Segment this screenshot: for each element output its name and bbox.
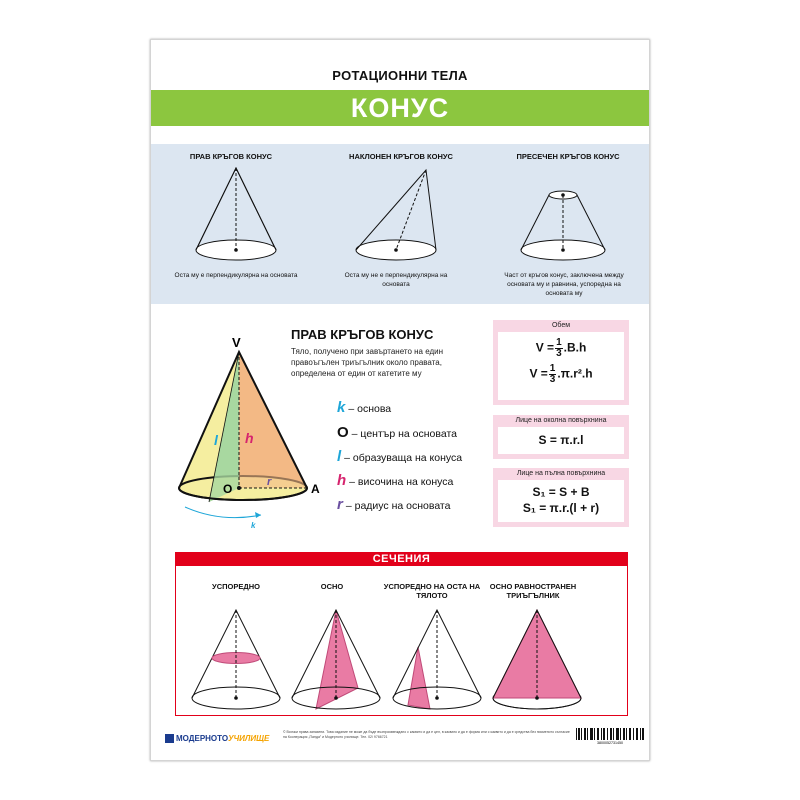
lateral-area-heading: Лице на околна повърхнина xyxy=(515,417,607,424)
oblique-cone-drawing xyxy=(356,170,436,260)
volume-heading: Обем xyxy=(551,322,571,329)
barcode-icon xyxy=(575,728,645,744)
cone-types-drawings xyxy=(151,162,650,272)
legend-row-h xyxy=(337,472,453,489)
lateral-area-formula: S = π.r.l xyxy=(538,433,584,447)
section-drawing-parallel xyxy=(192,610,280,709)
volume-formula-2: V = $\frac{1}{3}$ .π.r².h xyxy=(529,363,593,385)
type-heading-oblique: НАКЛОНЕН КРЪГОВ КОНУС xyxy=(349,152,453,161)
total-area-box xyxy=(493,468,629,527)
section-drawing-axial xyxy=(292,610,380,709)
poster-title: КОНУС xyxy=(151,90,649,126)
label-radius: r xyxy=(267,476,272,488)
label-height: h xyxy=(245,430,254,446)
legend-symbol: r xyxy=(337,496,343,513)
type-heading-right: ПРАВ КРЪГОВ КОНУС xyxy=(189,152,273,161)
legend-row-r xyxy=(337,496,450,513)
right-cone-drawing xyxy=(196,168,276,260)
legend-symbol: l xyxy=(337,448,342,465)
barcode-number: 3800052731450 xyxy=(597,741,623,744)
legend-row-o xyxy=(337,424,457,441)
label-base: k xyxy=(251,521,256,530)
type-desc-frustum: Част от кръгов конус, заключена между основата му и равнина, успоредна на основата му xyxy=(504,272,624,297)
total-area-formula-2: S₁ = π.r.(l + r) xyxy=(522,501,600,515)
legal-notice: © Всички права запазени. Това издание не може да бъде възпроизвеждано с каквито и да е цел, в каквато и да е форма или с каквито и да е средства без писменото съгласие на Кооперация „Панда" и Модерното училище. Тел. 02/ 9766721 xyxy=(283,730,570,739)
label-point: A xyxy=(311,482,320,496)
poster-subtitle: РОТАЦИОННИ ТЕЛА xyxy=(332,68,468,83)
label-center: O xyxy=(223,482,233,496)
legend-text: – височина на конуса xyxy=(349,476,454,488)
volume-formula-box xyxy=(493,320,629,405)
legend-text: – радиус на основата xyxy=(345,500,451,512)
legend-symbol: O xyxy=(337,424,349,441)
total-area-heading: Лице на пълна повърхнина xyxy=(516,470,606,477)
sections-title: СЕЧЕНИЯ xyxy=(175,552,628,566)
legend-text: – основа xyxy=(348,403,392,415)
label-apex: V xyxy=(232,335,241,350)
legend-row-k xyxy=(337,399,391,416)
right-cone-title: ПРАВ КРЪГОВ КОНУС xyxy=(291,327,434,342)
lateral-area-box xyxy=(493,415,629,459)
type-desc-oblique: Оста му не е перпендикулярна на основата xyxy=(344,272,448,288)
legend-symbol: k xyxy=(337,399,346,416)
sections-drawings xyxy=(175,605,628,715)
legend-text: – център на основата xyxy=(351,428,457,440)
section-heading-axial: ОСНО xyxy=(320,582,344,591)
label-generatrix: l xyxy=(214,432,218,448)
legend-text: – образуваща на конуса xyxy=(344,452,463,464)
type-desc-right: Оста му е перпендикулярна на основата xyxy=(174,272,298,279)
volume-formula-1: V = $\frac{1}{3}$ .B.h xyxy=(535,337,587,359)
publisher-logo: МОДЕРНОТОУЧИЛИЩЕ xyxy=(165,734,269,743)
total-area-formula-1: S₁ = S + B xyxy=(532,485,590,499)
poster xyxy=(150,39,650,761)
section-heading-parallel-axis: УСПОРЕДНО НА ОСТА НА ТЯЛОТО xyxy=(383,582,481,600)
frustum-drawing xyxy=(521,191,605,260)
logo-icon xyxy=(165,734,174,743)
legend-row-l xyxy=(337,448,462,465)
section-drawing-equilateral xyxy=(493,610,581,709)
type-heading-frustum: ПРЕСЕЧЕН КРЪГОВ КОНУС xyxy=(516,152,620,161)
section-heading-equilateral: ОСНО РАВНОСТРАНЕН ТРИЪГЪЛНИК xyxy=(489,582,577,600)
right-cone-definition: Тяло, получено при завъртането на един правоъгълен триъгълник около правата, определена от един от катетите му xyxy=(291,347,444,378)
legend-symbol: h xyxy=(337,472,347,489)
section-heading-parallel: УСПОРЕДНО xyxy=(212,582,260,591)
section-drawing-parallel-axis xyxy=(393,610,481,709)
cone-types-panel xyxy=(151,144,649,304)
